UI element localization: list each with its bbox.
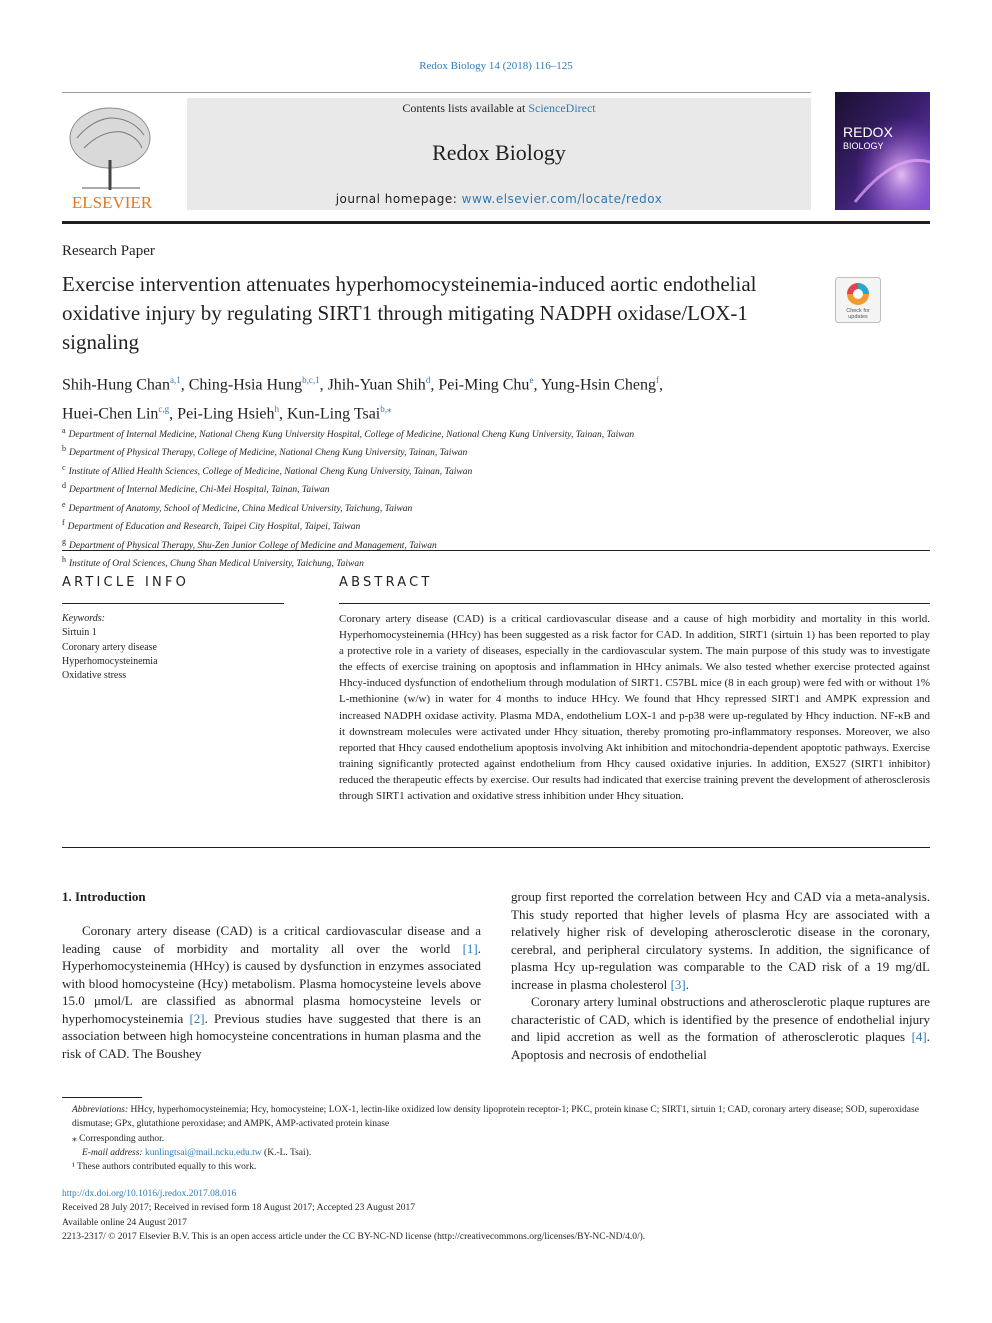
author-name[interactable]: Kun-Ling Tsai (287, 405, 381, 423)
abstract-text: Coronary artery disease (CAD) is a critical cardiovascular disease and a cause of high morbidity and mortality in this world. Hyperhomocysteinemia (HHcy) has been suggested as a risk factor for CAD. In addition, SIRT1 (sirtuin 1) has been reported to play a protective role in a variety of diseases, especially in the cardiovascular system. The main purpose of this study was to investigate the effects of exercise training on apoptosis and inflammation in HHcy animals. We also tested whether exercise protected against Hhcy-induced dysfunction of endothelium through modulation of SIRT1. C57BL mice (8 in each group) were fed with or without 1% L-methionine (w/w) in water for 4 months to induce HHcy. We found that Hhcy repressed SIRT1 and AMPK expression and increased NADPH oxidase activity. Plasma MDA, endothelium LOX-1 and p-p38 were up-regulated by Hhcy induction. NF-κB and it downstream molecules were activated under Hhcy situation, thereby promoting pro-inflammatory responses. Moreover, we also reported that Hhcy caused endothelium apoptosis involving Akt inhibition and mitochondria-dependent apoptotic pathways. Exercise training significantly protected against endothelium from Hhcy caused oxidative injuries. In addition, EX527 (SIRT1 inhibitor) reduced the therapeutic effects by exercise. Our results had indicated that exercise training prevent the development of atherosclerosis through SIRT1 activation and oxidative stress inhibition under Hhcy situation. (339, 613, 930, 803)
paper-type: Research Paper (62, 243, 155, 259)
author-separator: , (658, 376, 663, 394)
header-bottom-rule (62, 221, 930, 224)
affiliation-text: Department of Physical Therapy, College of Medicine, National Cheng Kung University, Tainan, Taiwan (69, 448, 468, 459)
affiliation-text: Department of Internal Medicine, Chi-Mei Hospital, Tainan, Taiwan (69, 485, 330, 496)
author-name[interactable]: Huei-Chen Lin (62, 405, 159, 423)
article-info-rule (62, 603, 284, 604)
homepage-prefix: journal homepage: (335, 192, 462, 206)
article-title: Exercise intervention attenuates hyperhomocysteinemia-induced aortic endothelial oxidative injury by regulating SIRT1 through mitigating NADPH oxidase/LOX-1 signaling (62, 272, 757, 354)
affiliation-key: d (62, 481, 66, 491)
affiliation-item (62, 498, 922, 516)
received-dates: Received 28 July 2017; Received in revised form 18 August 2017; Accepted 23 August 2017 (62, 1203, 416, 1214)
doi-link[interactable]: http://dx.doi.org/10.1016/j.redox.2017.08.016 (62, 1189, 237, 1199)
affiliation-item (62, 424, 922, 442)
section-divider (62, 847, 930, 848)
author-separator: , (169, 405, 178, 423)
body-text: . Hyperhomocysteinemia (HHcy) is caused by dysfunction in enzymes associated with blood homocysteine (Hcy) metabolism. Plasma homocysteine levels above 15.0 μmol/L are classified as abnormal plasma homocysteine levels or hyperhomocysteinemia (62, 940, 481, 1026)
affiliation-text: Department of Physical Therapy, Shu-Zen Junior College of Medicine and Management, Taiwan (69, 540, 437, 551)
body-text: Coronary artery luminal obstructions and atherosclerotic plaque ruptures are characteristic of CAD, which is identified by the presence of endothelial injury and lipid accretion as well as the formation of atherosclerotic plaques (511, 994, 930, 1044)
author-name[interactable]: Jhih-Yuan Shih (327, 376, 426, 394)
journal-citation[interactable]: Redox Biology 14 (2018) 116–125 (419, 60, 573, 72)
body-column-right (511, 888, 930, 1063)
abbreviations-text: HHcy, hyperhomocysteinemia; Hcy, homocysteine; LOX-1, lectin-like oxidized low density lipoprotein receptor-1; PKC, protein kinase C; SIRT1, sirtuin 1; CAD, coronary artery disease; SOD, superoxidase dismutase; GPx, glutathione peroxidase; and AMPK, AMP-activated protein kinase (72, 1105, 919, 1130)
abbreviations-label: Abbreviations: (72, 1105, 129, 1115)
keyword[interactable]: Sirtuin 1 (62, 627, 97, 639)
available-online: Available online 24 August 2017 (62, 1217, 187, 1228)
affiliation-text: Department of Education and Research, Taipei City Hospital, Taipei, Taiwan (67, 522, 361, 533)
affiliation-key: c (62, 462, 66, 472)
affiliation-key: h (62, 555, 66, 565)
affiliation-text: Department of Internal Medicine, National Cheng Kung University Hospital, College of Medicine, National Cheng Kung University, Tainan, Taiwan (68, 430, 635, 441)
abstract-heading: ABSTRACT (339, 575, 433, 590)
body-text: group first reported the correlation between Hcy and CAD via a meta-analysis. This study reported that higher levels of plasma Hcy are associated with a relatively higher risk of developing atherosclerotic disease in the coronary, cerebral, and peripheral circulatory systems. In addition, the significance of plasma Hcy up-regulation was comparable to the CAD risk of a 19 mg/dL increase in plasma cholesterol (511, 889, 930, 992)
homepage-link[interactable]: www.elsevier.com/locate/redox (461, 192, 663, 206)
keyword[interactable]: Coronary artery disease (62, 641, 157, 653)
body-text: . Apoptosis and necrosis of endothelial (511, 1029, 930, 1062)
contents-line (187, 101, 811, 116)
keyword[interactable]: Oxidative stress (62, 670, 127, 682)
author-name[interactable]: Yung-Hsin Cheng (540, 376, 656, 394)
affiliation-item (62, 516, 922, 534)
svg-text:updates: updates (848, 314, 868, 320)
body-text: . Previous studies have suggested that there is an association between high homocysteine concentrations in human plasma and the risk of CAD. The Boushey (62, 1010, 481, 1061)
author-affiliation-marker[interactable]: f (655, 375, 659, 385)
keywords-label: Keywords: (62, 613, 105, 624)
author-separator: , (180, 376, 189, 394)
author-separator: , (430, 376, 439, 394)
footnotes (62, 1103, 930, 1174)
affiliation-item (62, 479, 922, 497)
body-paragraph (511, 993, 930, 1063)
svg-text:Check for: Check for (846, 308, 870, 314)
author-affiliation-marker[interactable]: c,g (158, 404, 170, 415)
author-affiliation-marker[interactable]: b,⁎ (380, 404, 392, 415)
footnote-rule (62, 1097, 142, 1098)
author-affiliation-marker[interactable]: h (274, 404, 279, 415)
body-column-left (62, 922, 481, 1062)
body-text: . (685, 976, 689, 992)
cover-title: REDOX (843, 124, 893, 140)
author-separator: , (319, 376, 328, 394)
keyword[interactable]: Hyperhomocysteinemia (62, 655, 158, 667)
affiliation-text: Institute of Oral Sciences, Chung Shan Medical University, Taichung, Taiwan (69, 559, 364, 570)
author-separator: , (279, 405, 287, 423)
article-metadata (62, 1187, 930, 1244)
affiliation-item (62, 442, 922, 460)
affiliation-key: a (62, 426, 66, 435)
body-paragraph (62, 922, 481, 1062)
affiliation-key: e (62, 499, 66, 509)
reference-link[interactable]: [3] (670, 976, 686, 992)
email-footnote (62, 1146, 930, 1160)
email-link[interactable]: kunlingtsai@mail.ncku.edu.tw (144, 1147, 262, 1158)
elsevier-logo[interactable] (62, 100, 162, 212)
article-info-heading: ARTICLE INFO (62, 575, 190, 590)
affiliation-text: Institute of Allied Health Sciences, College of Medicine, National Cheng Kung University, Tainan, Taiwan (68, 467, 473, 478)
author-affiliation-marker[interactable]: e (529, 375, 534, 385)
elsevier-wordmark: ELSEVIER (71, 193, 153, 212)
equal-contribution-note: ¹ These authors contributed equally to this work. (72, 1162, 257, 1173)
reference-link[interactable]: [2] (189, 1010, 205, 1026)
license-line: 2213-2317/ © 2017 Elsevier B.V. This is an open access article under the CC BY-NC-ND license (http://creativecommons.org/licenses/BY-NC-ND/4.0/). (62, 1231, 646, 1242)
check-for-updates-badge[interactable] (835, 277, 881, 323)
affiliation-text: Department of Anatomy, School of Medicine, China Medical University, Taichung, Taiwan (68, 503, 413, 514)
body-paragraph (511, 888, 930, 993)
author-name[interactable]: Ching-Hsia Hung (188, 376, 303, 394)
author-affiliation-marker[interactable]: a,1 (170, 375, 181, 385)
affiliation-key: g (62, 536, 66, 546)
sciencedirect-link[interactable]: ScienceDirect (528, 101, 596, 115)
header-top-rule (62, 92, 811, 93)
affiliation-key: f (62, 518, 65, 528)
elsevier-tree-icon (62, 100, 162, 212)
corresponding-author-note: ⁎ Corresponding author. (72, 1133, 165, 1144)
author-name[interactable]: Pei-Ling Hsieh (177, 405, 275, 423)
abstract-rule (339, 603, 930, 604)
body-text: Coronary artery disease (CAD) is a critical cardiovascular disease and a leading cause of morbidity and mortality all over the world (62, 923, 481, 956)
author-name[interactable]: Shih-Hung Chan (62, 376, 170, 394)
email-suffix: (K.-L. Tsai). (261, 1147, 312, 1158)
affiliation-item (62, 461, 922, 479)
author-affiliation-marker[interactable]: b,c,1 (302, 375, 320, 385)
journal-homepage (187, 192, 811, 206)
section-divider (62, 550, 930, 551)
affiliation-item (62, 553, 922, 571)
reference-link[interactable]: [1] (462, 940, 478, 956)
abbreviations-footnote (62, 1103, 930, 1132)
email-label: E-mail address: (82, 1147, 143, 1158)
journal-cover-image (835, 92, 930, 210)
cover-subtitle: BIOLOGY (843, 141, 884, 151)
journal-cover[interactable] (835, 92, 930, 210)
journal-name: Redox Biology (432, 140, 566, 165)
contents-prefix: Contents lists available at (402, 101, 529, 115)
introduction-heading: 1. Introduction (62, 889, 146, 904)
author-name[interactable]: Pei-Ming Chu (438, 376, 530, 394)
affiliation-key: b (62, 444, 66, 454)
author-affiliation-marker[interactable]: d (425, 375, 431, 385)
reference-link[interactable]: [4] (911, 1029, 927, 1044)
author-list (62, 368, 862, 427)
check-for-updates-icon (835, 277, 881, 323)
keywords-block (62, 612, 284, 683)
author-separator: , (533, 376, 541, 394)
